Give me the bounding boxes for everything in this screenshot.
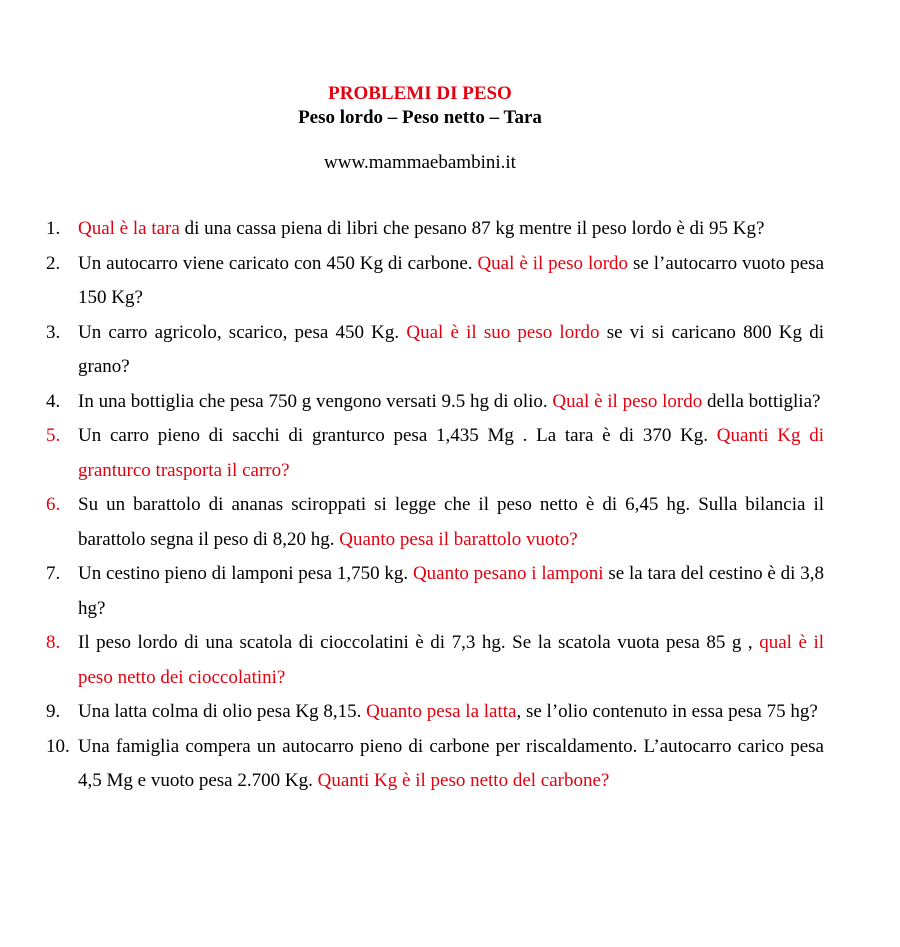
problem-question: Quanto pesa la latta: [366, 701, 517, 722]
problem-item-10: [0, 730, 824, 799]
problem-item-7: [0, 557, 824, 626]
problem-number: 8.: [46, 632, 61, 653]
problem-number: 10.: [46, 735, 70, 757]
problem-number: 2.: [46, 252, 61, 274]
problem-text: se vi si caricano 800 Kg di grano?: [78, 321, 824, 377]
problem-item-1: [0, 212, 824, 247]
problem-text: Una famiglia compera un autocarro pieno di carbone per riscaldamento. L’autocarro carico pesa 4,5 Mg e vuoto pesa 2.700 Kg.: [78, 735, 824, 791]
problem-item-8: [0, 626, 824, 695]
problem-question: Quanto pesa il barattolo vuoto?: [339, 528, 578, 550]
problem-item-2: [0, 247, 824, 316]
problem-text: Su un barattolo di ananas sciroppati si legge che il peso netto è di 6,45 hg. Sulla bilancia il barattolo segna il peso di 8,20 hg.: [78, 494, 824, 550]
problem-item-3: [0, 316, 824, 385]
website-url: www.mammaebambini.it: [324, 152, 516, 173]
page-subtitle: Peso lordo – Peso netto – Tara: [298, 107, 542, 128]
problem-item-5: [0, 419, 824, 488]
problem-question: Qual è il peso lordo: [552, 390, 703, 412]
problem-question: Qual è il suo peso lordo: [406, 321, 600, 343]
problem-text: di una cassa piena di libri che pesano 87 kg mentre il peso lordo è di 95 Kg?: [179, 218, 765, 239]
problem-text: Un carro agricolo, scarico, pesa 450 Kg.: [78, 321, 407, 343]
problem-text: Un autocarro viene caricato con 450 Kg di carbone.: [78, 252, 478, 274]
problem-number: 9.: [46, 701, 61, 722]
problem-question: Quanto pesano i lamponi: [412, 563, 604, 584]
problem-text: Il peso lordo di una scatola di cioccolatini è di 7,3 hg. Se la scatola vuota pesa 85 g ,: [78, 632, 760, 653]
problem-number: 3.: [46, 321, 61, 343]
problem-text: , se l’olio contenuto in essa pesa 75 hg?: [516, 701, 818, 722]
problem-text: Un cestino pieno di lamponi pesa 1,750 kg.: [78, 563, 413, 584]
problem-question: Qual è la tara: [78, 218, 180, 239]
problem-text: In una bottiglia che pesa 750 g vengono versati 9.5 hg di olio.: [78, 390, 553, 412]
page-title: PROBLEMI DI PESO: [328, 83, 512, 104]
problem-item-6: [0, 488, 824, 557]
problem-text: se l’autocarro vuoto pesa 150 Kg?: [78, 252, 825, 308]
problem-number: 1.: [46, 218, 61, 239]
problem-question: Qual è il peso lordo: [477, 252, 629, 274]
problem-item-9: [0, 695, 824, 730]
problem-number: 5.: [46, 425, 61, 446]
problem-list: [0, 212, 900, 799]
problem-text: Un carro pieno di sacchi di granturco pesa 1,435 Mg . La tara è di 370 Kg.: [78, 425, 717, 446]
problem-text: della bottiglia?: [702, 390, 821, 412]
problem-text: se la tara del cestino è di 3,8 hg?: [78, 563, 824, 619]
problem-number: 7.: [46, 563, 61, 584]
problem-number: 4.: [46, 390, 61, 412]
problem-item-4: [0, 385, 824, 420]
problem-number: 6.: [46, 494, 61, 515]
problem-question: qual è il peso netto dei cioccolatini?: [78, 632, 824, 688]
problem-text: Una latta colma di olio pesa Kg 8,15.: [78, 701, 367, 722]
problem-question: Quanti Kg è il peso netto del carbone?: [317, 770, 610, 791]
problem-question: Quanti Kg di granturco trasporta il carro?: [78, 425, 824, 481]
